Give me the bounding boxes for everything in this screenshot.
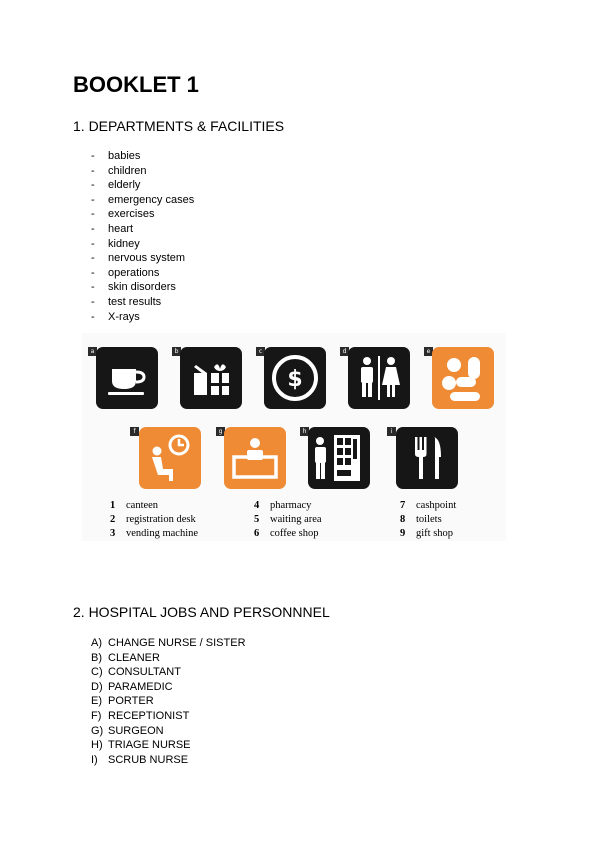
waiting-icon — [139, 427, 201, 489]
legend-item: 2 registration desk — [110, 514, 196, 525]
legend-item: 1 canteen — [110, 500, 159, 511]
list-item: - elderly — [91, 179, 141, 192]
tile-letter: c — [256, 347, 265, 356]
reception-desk-icon — [224, 427, 286, 489]
list-item: I) SCRUB NURSE — [91, 753, 189, 766]
legend-item: 3 vending machine — [110, 528, 199, 539]
legend-item: 4 pharmacy — [254, 500, 312, 511]
list-item: D) PARAMEDIC — [91, 680, 173, 693]
legend-item: 9 gift shop — [400, 528, 454, 539]
toilets-icon — [348, 347, 410, 409]
facilities-signs-figure — [82, 333, 506, 541]
list-item: - operations — [91, 266, 160, 279]
list-item: C) CONSULTANT — [91, 666, 181, 679]
list-item: H) TRIAGE NURSE — [91, 739, 191, 752]
fork-knife-icon — [396, 427, 458, 489]
tile-letter: h — [300, 427, 309, 436]
list-item: - kidney — [91, 237, 140, 250]
cup-icon — [96, 347, 158, 409]
pills-icon — [432, 347, 494, 409]
jobs-list — [91, 636, 246, 767]
tile-letter: f — [130, 427, 139, 436]
legend-item: 7 cashpoint — [400, 500, 457, 511]
list-item: B) CLEANER — [91, 651, 160, 664]
tile-letter: b — [172, 347, 181, 356]
tile-letter: d — [340, 347, 349, 356]
tile-letter: a — [88, 347, 97, 356]
list-item: - exercises — [91, 208, 155, 221]
section-heading-departments: 1. DEPARTMENTS & FACILITIES — [73, 118, 285, 134]
departments-list — [91, 149, 194, 324]
legend-item: 8 toilets — [400, 514, 442, 525]
list-item: - skin disorders — [91, 281, 176, 294]
legend-item: 5 waiting area — [254, 514, 322, 525]
dollar-icon — [264, 347, 326, 409]
page-title: BOOKLET 1 — [73, 72, 199, 97]
list-item: - nervous system — [91, 252, 186, 265]
list-item: G) SURGEON — [91, 724, 164, 737]
legend-item: 6 coffee shop — [254, 528, 319, 539]
vending-machine-icon — [308, 427, 370, 489]
list-item: - X-rays — [91, 310, 140, 323]
svg-text:$: $ — [287, 367, 303, 392]
gift-icon — [180, 347, 242, 409]
list-item: A) CHANGE NURSE / SISTER — [91, 637, 246, 649]
list-item: - children — [91, 164, 147, 177]
tile-letter: i — [387, 427, 396, 436]
list-item: E) PORTER — [91, 695, 154, 708]
list-item: - test results — [91, 295, 162, 308]
list-item: F) RECEPTIONIST — [91, 709, 190, 722]
section-heading-jobs: 2. HOSPITAL JOBS AND PERSONNNEL — [73, 604, 330, 620]
tile-letter: g — [216, 427, 225, 436]
list-item: - babies — [91, 150, 141, 162]
tile-letter: e — [424, 347, 433, 356]
list-item: - emergency cases — [91, 193, 195, 206]
list-item: - heart — [91, 222, 134, 235]
